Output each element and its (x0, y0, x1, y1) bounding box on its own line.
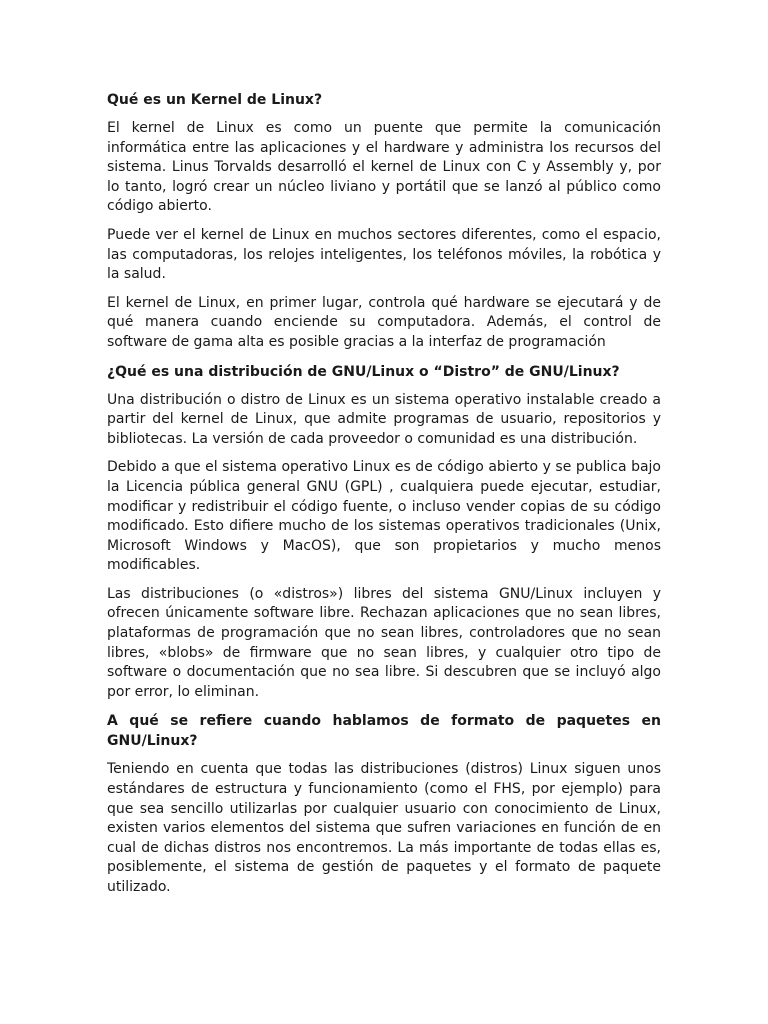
paragraph: Las distribuciones (o «distros») libres del sistema GNU/Linux incluyen y ofrecen únicamente software libre. Rechazan aplicaciones que no sean libres, plataformas de programación que no sean libres, controladores que no sean libres, «blobs» de firmware que no sean libres, y cualquier otro tipo de software o documentación que no sea libre. Si descubren que se incluyó algo por error, lo eliminan. (107, 585, 661, 700)
paragraph: Teniendo en cuenta que todas las distribuciones (distros) Linux siguen unos estándares de estructura y funcionamiento (como el FHS, por ejemplo) para que sea sencillo utilizarlas por cualquier usuario con conocimiento de Linux, existen varios elementos del sistema que sufren variaciones en función de en cual de dichas distros nos encontremos. La más importante de todas ellas es, posiblemente, el sistema de gestión de paquetes y el formato de paquete utilizado. (107, 761, 661, 895)
document-page (107, 90, 661, 907)
paragraph: Una distribución o distro de Linux es un sistema operativo instalable creado a partir del kernel de Linux, que admite programas de usuario, repositorios y bibliotecas. La versión de cada proveedor o comunidad es una distribución. (107, 391, 661, 447)
paragraph: Puede ver el kernel de Linux en muchos sectores diferentes, como el espacio, las computadoras, los relojes inteligentes, los teléfonos móviles, la robótica y la salud. (107, 226, 661, 283)
section-heading-distro: ¿Qué es una distribución de GNU/Linux o “Distro” de GNU/Linux? (107, 363, 620, 380)
paragraph: El kernel de Linux, en primer lugar, controla qué hardware se ejecutará y de qué manera cuando enciende su computadora. Además, el control de software de gama alta es posible gracias a la interfaz de programación (107, 294, 661, 350)
paragraph: El kernel de Linux es como un puente que permite la comunicación informática entre las aplicaciones y el hardware y administra los recursos del sistema. Linus Torvalds desarrolló el kernel de Linux con C y Assembly y, por lo tanto, logró crear un núcleo liviano y portátil que se lanzó al público como código abierto. (107, 120, 661, 215)
section-heading-package-format: A qué se refiere cuando hablamos de formato de paquetes en GNU/Linux? (107, 713, 661, 750)
section-heading-kernel: Qué es un Kernel de Linux? (107, 92, 323, 108)
paragraph: Debido a que el sistema operativo Linux es de código abierto y se publica bajo la Licencia pública general GNU (GPL) , cualquiera puede ejecutar, estudiar, modificar y redistribuir el código fuente, o incluso vender copias de su código modificado. Esto difiere mucho de los sistemas operativos tradicionales (Unix, Microsoft Windows y MacOS), que son propietarios y mucho menos modificables. (107, 459, 661, 574)
